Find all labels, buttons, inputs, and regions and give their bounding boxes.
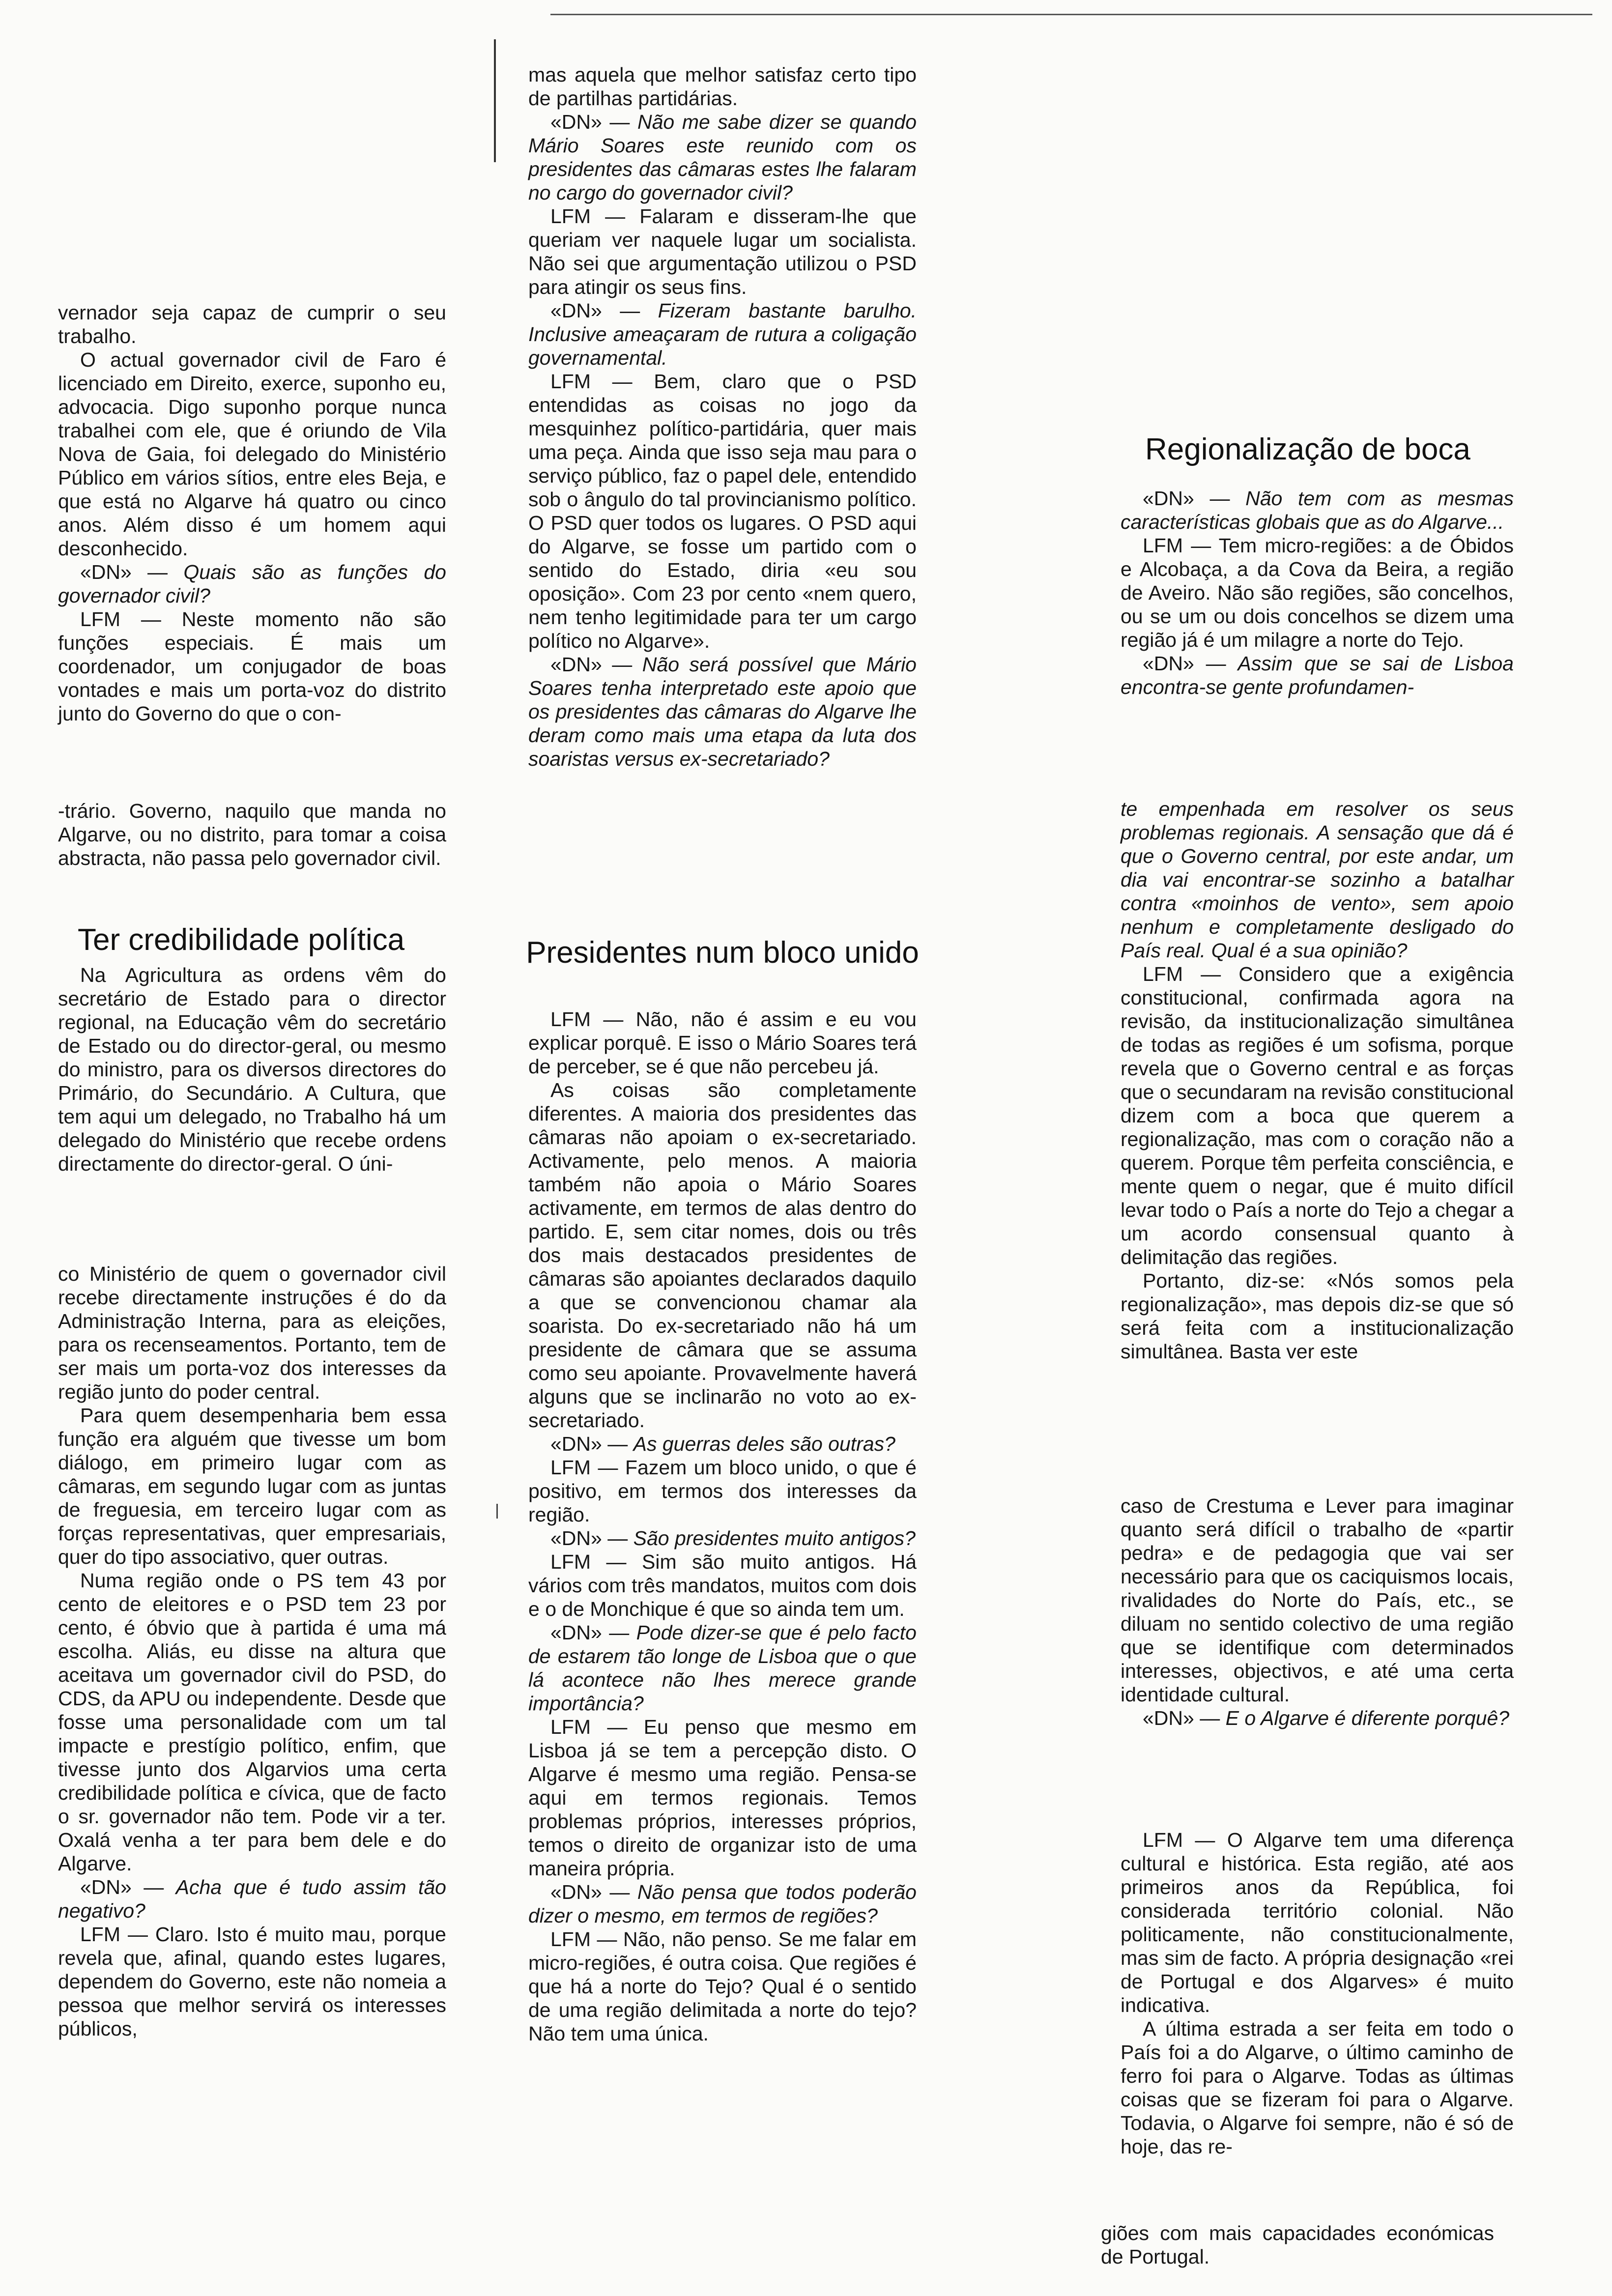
paragraph [528, 370, 917, 653]
speaker-label: «DN» — [550, 1433, 628, 1455]
body-text: -trário. Governo, naquilo que manda no Algarve, ou no distrito, para tomar a coisa abstracta, não passa pelo governador civil. [58, 800, 446, 869]
heading-regionalizacao: Regionalização de boca [1145, 432, 1470, 466]
heading-ter-credibilidade: Ter credibilidade política [78, 923, 405, 957]
paragraph [528, 63, 917, 110]
speaker-label: LFM — [550, 1716, 628, 1738]
paragraph [1121, 1706, 1514, 1730]
paragraph [528, 1927, 917, 2045]
body-text: As coisas são completamente diferentes. A maioria dos presidentes das câmaras não apoiam o ex-secretariado. Activamente, pelo menos. A maioria também não apoia o Mário Soares activamente, em termos de alas dentro do partido. E, sem citar nomes, dois ou três dos mais destacados presidentes de câmaras são apoiantes declarados daquilo a que se convencionou chamar ala soarista. Do ex-secretariado não há um presidente de câmara que se assuma como seu apoiante. Provavelmente haverá alguns que se inclinarão no voto ao ex-secretariado. [528, 1079, 917, 1432]
paragraph [58, 560, 446, 607]
speaker-label: LFM — [80, 608, 161, 631]
col3-block5 [1101, 2221, 1494, 2268]
speaker-label: «DN» — [1143, 1707, 1220, 1729]
column-rule-mark [496, 1504, 498, 1519]
speaker-label: LFM — [1143, 963, 1221, 985]
paragraph [58, 1923, 446, 2040]
paragraph [528, 204, 917, 299]
paragraph [528, 299, 917, 370]
body-text: Bem, claro que o PSD entendidas as coisas no jogo da mesquinhez político-partidária, quer mais uma peça. Ainda que isso seja mau para o serviço público, faz o papel dele, entendido sob o ângulo do tal provincianismo político. O PSD quer todos os lugares. O PSD aqui do Algarve, se fosse um partido com o sentido do Estado, diria «eu sou oposição». Com 23 por cento «nem quero, nem tenho legitimidade para ter um cargo político no Algarve». [528, 370, 917, 652]
question-text: Não me sabe dizer se quando Mário Soares este reunido com os presidentes das câmaras estes lhe falaram no cargo do governador civil? [528, 111, 917, 204]
paragraph [1101, 2221, 1494, 2268]
speaker-label: LFM — [80, 1923, 148, 1946]
paragraph [528, 1526, 917, 1550]
body-text: Na Agricultura as ordens vêm do secretário de Estado para o director regional, na Educação vêm do secretário de Estado ou do director-geral, ou mesmo do ministro, para os diversos directores do Primário, do Secundário. A Cultura, que tem aqui um delegado, no Trabalho há um delegado do Ministério que recebe ordens directamente do director-geral. O úni- [58, 964, 446, 1175]
paragraph [1121, 534, 1514, 652]
paragraph [528, 1078, 917, 1432]
body-text: Falaram e disseram-lhe que queriam ver naquele lugar um socialista. Não sei que argumentação utilizou o PSD para atingir os seus fins. [528, 205, 917, 298]
speaker-label: LFM — [550, 370, 633, 393]
speaker-label: LFM — [550, 205, 626, 228]
body-text: Portanto, diz-se: «Nós somos pela regionalização», mas depois diz-se que só será feita com a institucionalização simultânea. Basta ver este [1121, 1269, 1514, 1363]
question-text: E o Algarve é diferente porquê? [1225, 1707, 1510, 1729]
body-text: giões com mais capacidades económicas de Portugal. [1101, 2222, 1494, 2268]
body-text: Fazem um bloco unido, o que é positivo, em termos dos interesses da região. [528, 1456, 917, 1526]
question-text: te empenhada em resolver os seus problemas regionais. A sensação que dá é que o Governo central, por este andar, um dia vai encontrar-se sozinho a batalhar contra «moinhos de vento», sem apoio nenhum e completamente desligado do País real. Qual é a sua opinião? [1121, 798, 1514, 962]
speaker-label: «DN» — [550, 1621, 630, 1644]
body-text: O actual governador civil de Faro é licenciado em Direito, exerce, suponho eu, advocacia. Digo suponho porque nunca trabalhei com ele, que é oriundo de Vila Nova de Gaia, foi delegado do Ministério Público em vários sítios, entre eles Beja, e que está no Algarve há quatro ou cinco anos. Além disso é um homem aqui desconhecido. [58, 348, 446, 560]
paragraph [58, 1875, 446, 1923]
paragraph [528, 1621, 917, 1715]
col2-block2 [528, 1007, 917, 2045]
paragraph [528, 1880, 917, 1927]
speaker-label: LFM — [550, 1928, 617, 1951]
body-text: vernador seja capaz de cumprir o seu trabalho. [58, 301, 446, 347]
body-text: mas aquela que melhor satisfaz certo tipo de partilhas partidárias. [528, 63, 917, 110]
speaker-label: «DN» — [550, 299, 640, 322]
question-text: Quais são as funções do governador civil? [58, 561, 446, 607]
question-text: Não tem com as mesmas características globais que as do Algarve... [1121, 487, 1514, 533]
paragraph [58, 607, 446, 725]
paragraph [1121, 1269, 1514, 1363]
paragraph [1121, 1828, 1514, 2017]
top-rule [550, 14, 1592, 15]
col2-block1 [528, 63, 917, 771]
speaker-label: «DN» — [550, 111, 630, 133]
column-rule [494, 39, 496, 162]
speaker-label: «DN» — [550, 653, 633, 676]
body-text: Numa região onde o PS tem 43 por cento de eleitores e o PSD tem 23 por cento, é óbvio que à partida é uma má escolha. Aliás, eu disse na altura que aceitava um governador civil do PSD, do CDS, da APU ou independente. Desde que fosse uma personalidade com um tal impacte e prestígio político, enfim, que tivesse junto dos Algarvios uma certa credibilidade política e cívica, que de facto o sr. governador não tem. Pode vir a ter. Oxalá venha a ter para bem dele e do Algarve. [58, 1569, 446, 1875]
body-text: Neste momento não são funções especiais. É mais um coordenador, um conjugador de boas vontades e mais um porta-voz do distrito junto do Governo do que o con- [58, 608, 446, 725]
paragraph [58, 799, 446, 870]
question-text: As guerras deles são outras? [633, 1433, 895, 1455]
body-text: Sim são muito antigos. Há vários com três mandatos, muitos com dois e o de Monchique é que so ainda tem um. [528, 1550, 917, 1620]
paragraph [58, 1569, 446, 1875]
speaker-label: LFM — [1143, 534, 1211, 557]
paragraph [1121, 487, 1514, 534]
body-text: Claro. Isto é muito mau, porque revela que, afinal, quando estes lugares, dependem do Governo, este não nomeia a pessoa que melhor servirá os interesses públicos, [58, 1923, 446, 2040]
col1-block3 [58, 963, 446, 1176]
speaker-label: «DN» — [1143, 487, 1230, 510]
body-text: Tem micro-regiões: a de Óbidos e Alcobaça, a da Cova da Beira, a região de Aveiro. Não são regiões, são concelhos, ou se um ou dois concelhos se dizem uma região já é um milagre a norte do Tejo. [1121, 534, 1514, 651]
body-text: co Ministério de quem o governador civil recebe directamente instruções é do da Administração Interna, para as eleições, para os recenseamentos. Portanto, tem de ser mais um porta-voz dos interesses da região junto do poder central. [58, 1263, 446, 1403]
body-text: caso de Crestuma e Lever para imaginar quanto será difícil o trabalho de «partir pedra» e de pedagogia que vai ser necessário para que os caciquismos locais, rivalidades do Norte do País, etc., se diluam no sentido colectivo de uma região que se identifique com determinados interesses, objectivos, e até uma certa identidade cultural. [1121, 1494, 1514, 1706]
paragraph [528, 1456, 917, 1526]
question-text: Fizeram bastante barulho. Inclusive ameaçaram de rutura a coligação governamental. [528, 299, 917, 369]
paragraph [528, 1432, 917, 1456]
question-text: Não será possível que Mário Soares tenha interpretado este apoio que os presidentes das câmaras do Algarve lhe deram como mais uma etapa da luta dos soaristas versus ex-secretariado? [528, 653, 917, 770]
question-text: Assim que se sai de Lisboa encontra-se gente profundamen- [1121, 652, 1514, 698]
paragraph [58, 348, 446, 560]
body-text: Não, não é assim e eu vou explicar porquê. E isso o Mário Soares terá de perceber, se é que não percebeu já. [528, 1008, 917, 1078]
question-text: Não pensa que todos poderão dizer o mesmo, em termos de regiões? [528, 1881, 917, 1927]
speaker-label: «DN» — [80, 561, 168, 583]
paragraph [58, 301, 446, 348]
col3-block1 [1121, 487, 1514, 699]
paragraph [528, 1715, 917, 1880]
paragraph [528, 653, 917, 771]
col3-block4 [1121, 1828, 1514, 2158]
speaker-label: LFM — [550, 1456, 618, 1479]
paragraph [1121, 962, 1514, 1269]
paragraph [528, 1007, 917, 1078]
paragraph [1121, 797, 1514, 962]
col3-block3 [1121, 1494, 1514, 1730]
col1-block1 [58, 301, 446, 725]
speaker-label: LFM — [1143, 1829, 1215, 1851]
paragraph [58, 963, 446, 1176]
col3-block2 [1121, 797, 1514, 1363]
paragraph [1121, 652, 1514, 699]
question-text: Acha que é tudo assim tão negativo? [58, 1876, 446, 1922]
speaker-label: LFM — [550, 1550, 627, 1573]
speaker-label: «DN» — [1143, 652, 1226, 675]
paragraph [1121, 2017, 1514, 2158]
speaker-label: «DN» — [550, 1527, 628, 1550]
paragraph [528, 1550, 917, 1621]
body-text: Não, não penso. Se me falar em micro-regiões, é outra coisa. Que regiões é que há a norte do Tejo? Qual é o sentido de uma região delimitada a norte do tejo? Não tem uma única. [528, 1928, 917, 2045]
question-text: Pode dizer-se que é pelo facto de estarem tão longe de Lisboa que o que lá acontece não lhes merece grande importância? [528, 1621, 917, 1715]
col1-block2 [58, 799, 446, 870]
paragraph [58, 1404, 446, 1569]
body-text: Considero que a exigência constitucional, confirmada agora na revisão, da institucionalização simultânea de todas as regiões é um sofisma, porque revela que o Governo central e as forças que o secundaram na revisão constitucional dizem com a boca que querem a regionalização, mas com o coração não a querem. Porque têm perfeita consciência, e mente quem o negar, que é muito difícil levar todo o País a norte do Tejo a chegar a um acordo consensual quanto à delimitação das regiões. [1121, 963, 1514, 1268]
speaker-label: «DN» — [80, 1876, 164, 1898]
paragraph [1121, 1494, 1514, 1706]
body-text: Para quem desempenharia bem essa função era alguém que tivesse um bom diálogo, em primeiro lugar com as câmaras, em segundo lugar com as juntas de freguesia, em terceiro lugar com as forças representativas, quer empresariais, quer do tipo associativo, quer outras. [58, 1404, 446, 1568]
paragraph [528, 110, 917, 204]
body-text: A última estrada a ser feita em todo o País foi a do Algarve, o último caminho de ferro foi para o Algarve. Todas as últimas coisas que se fizeram foi para o Algarve. Todavia, o Algarve foi sempre, não é só de hoje, das re- [1121, 2017, 1514, 2158]
question-text: São presidentes muito antigos? [633, 1527, 916, 1550]
col1-block4 [58, 1262, 446, 2040]
heading-presidentes: Presidentes num bloco unido [526, 936, 919, 970]
speaker-label: LFM — [550, 1008, 624, 1031]
paragraph [58, 1262, 446, 1404]
body-text: O Algarve tem uma diferença cultural e histórica. Esta região, até aos primeiros anos da República, foi considerada território colonial. Não politicamente, não constitucionalmente, mas sim de facto. A própria designação «rei de Portugal e dos Algarves» é muito indicativa. [1121, 1829, 1514, 2016]
body-text: Eu penso que mesmo em Lisboa já se tem a percepção disto. O Algarve é mesmo uma região. Pensa-se aqui em termos regionais. Temos problemas próprios, interesses próprios, temos o direito de organizar isto de uma maneira própria. [528, 1716, 917, 1880]
speaker-label: «DN» — [550, 1881, 630, 1903]
